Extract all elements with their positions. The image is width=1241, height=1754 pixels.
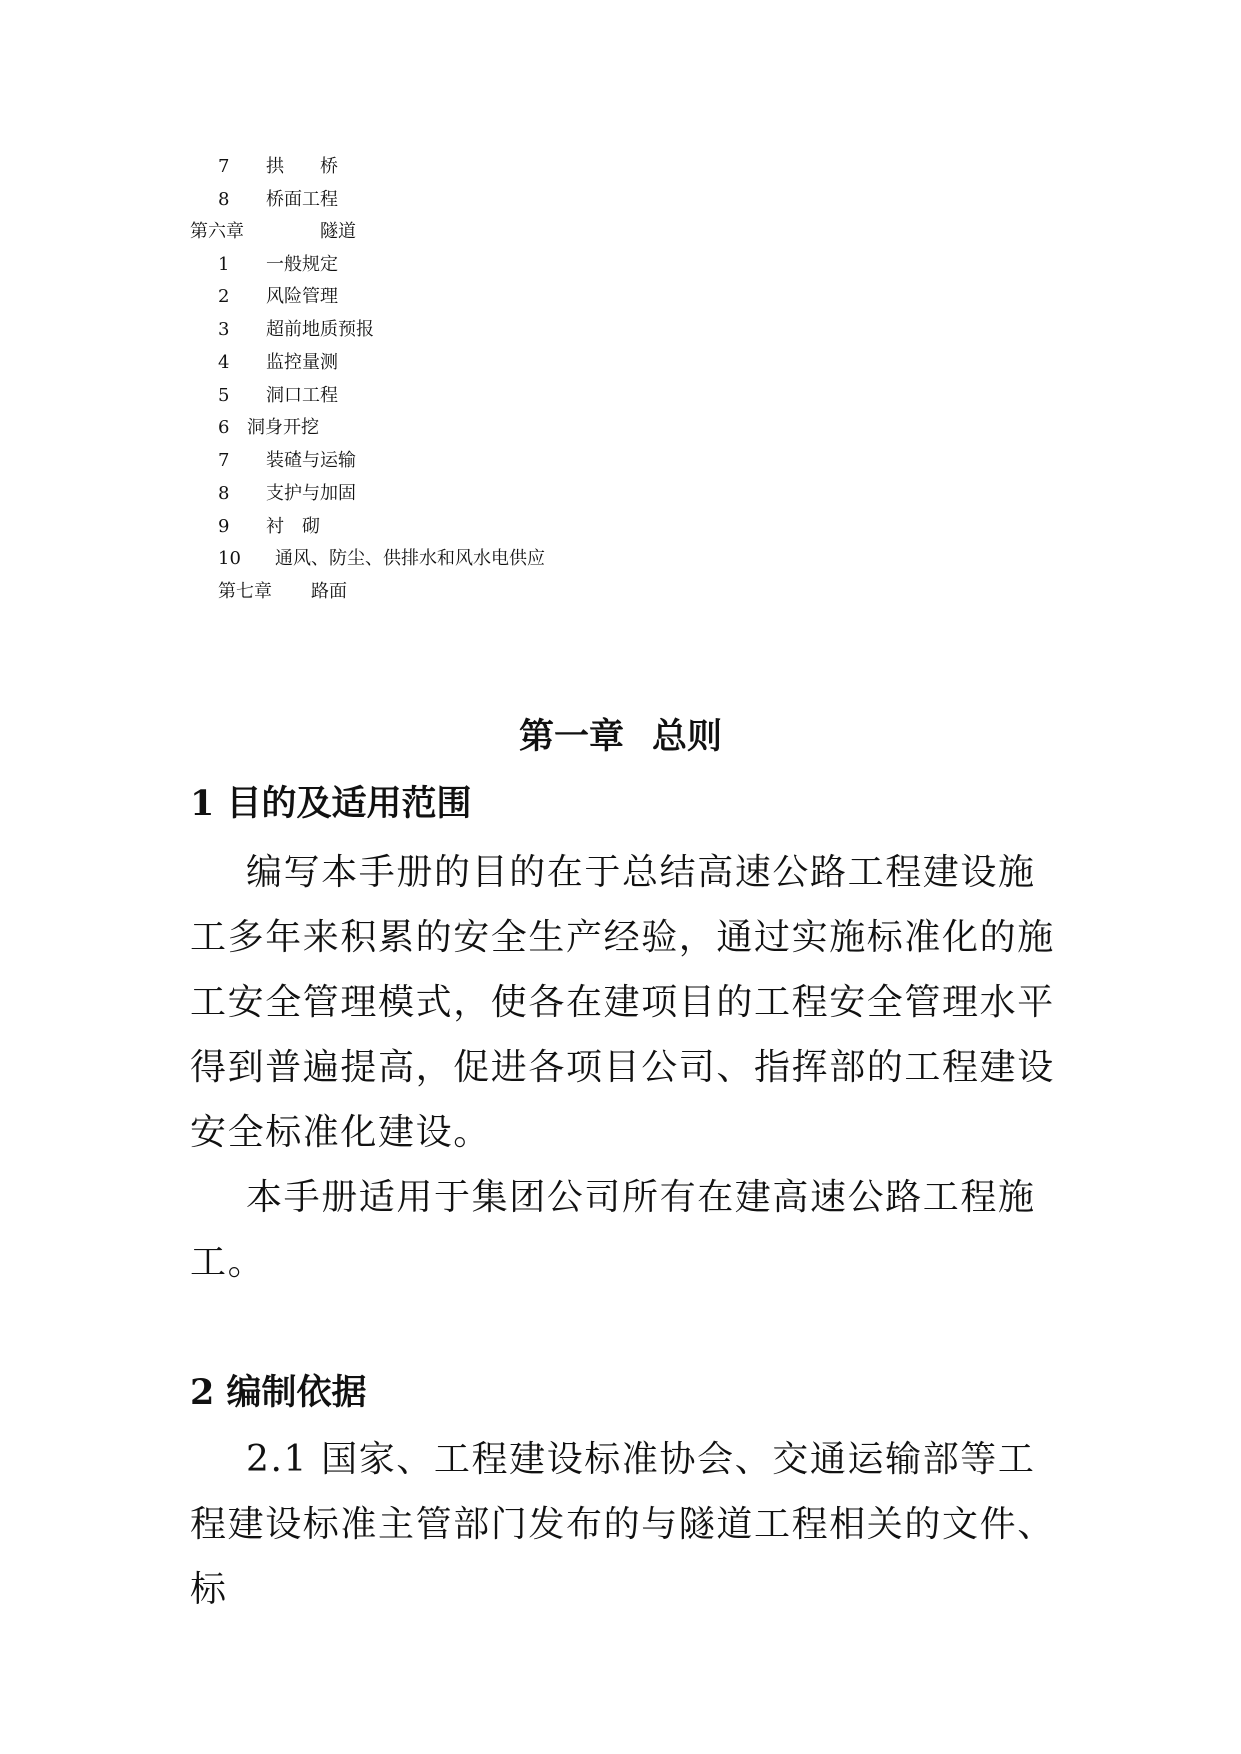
section-heading: 2 编制依据 [190,1372,367,1413]
toc-title: 通风、防尘、供排水和风水电供应 [275,548,545,569]
toc-item [0,482,600,506]
toc-title: 支护与加固 [266,483,356,504]
toc-chapter-number: 第七章 [218,581,272,602]
toc-item [0,515,600,539]
toc-chapter-title: 路面 [311,581,347,602]
toc-number: 6 [218,417,230,438]
toc-number: 5 [218,385,230,406]
chapter-number: 第一章 [518,716,624,757]
toc-title: 装碴与运输 [266,450,356,471]
body-paragraph: 编写本手册的目的在于总结高速公路工程建设施工多年来积累的安全生产经验，通过实施标准化的施工安全管理模式，使各在建项目的工程安全管理水平得到普遍提高，促进各项目公司、指挥部的工程建设安全标准化建设。 [190,852,1055,1153]
toc-title: 超前地质预报 [266,319,374,340]
toc-title: 一般规定 [266,254,338,275]
toc-title: 洞口工程 [266,385,338,406]
toc-item [0,318,600,342]
toc-item [0,188,600,212]
toc-item [0,384,600,408]
toc-title: 衬 砌 [266,516,320,537]
toc-item [0,253,600,277]
toc-chapter-title: 隧道 [320,221,356,242]
toc-number: 1 [218,254,230,275]
toc-number: 8 [218,189,230,210]
toc-number: 4 [218,352,230,373]
toc-number: 8 [218,483,230,504]
toc-number: 2 [218,286,230,307]
toc-number: 7 [218,156,230,177]
toc-item [0,155,600,179]
toc-item [0,416,600,440]
toc-chapter-number: 第六章 [190,221,244,242]
section-heading: 1 目的及适用范围 [190,783,472,824]
toc-title: 风险管理 [266,286,338,307]
toc-number: 9 [218,516,230,537]
toc-title: 拱 桥 [266,156,338,177]
toc-item [0,285,600,309]
toc-item [0,351,600,375]
toc-title: 洞身开挖 [247,417,319,438]
body-paragraph: 本手册适用于集团公司所有在建高速公路工程施工。 [190,1177,1036,1283]
toc-item [0,547,600,571]
chapter-name: 总则 [652,716,723,757]
toc-chapter [0,580,600,604]
toc-chapter [0,220,600,244]
chapter-title [0,712,1241,762]
toc-number: 10 [218,548,241,569]
toc-number: 7 [218,450,230,471]
toc-title: 桥面工程 [266,189,338,210]
toc-number: 3 [218,319,230,340]
toc-item [0,449,600,473]
toc-title: 监控量测 [266,352,338,373]
body-paragraph: 2.1 国家、工程建设标准协会、交通运输部等工程建设标准主管部门发布的与隧道工程相关的文件、标 [190,1439,1055,1610]
